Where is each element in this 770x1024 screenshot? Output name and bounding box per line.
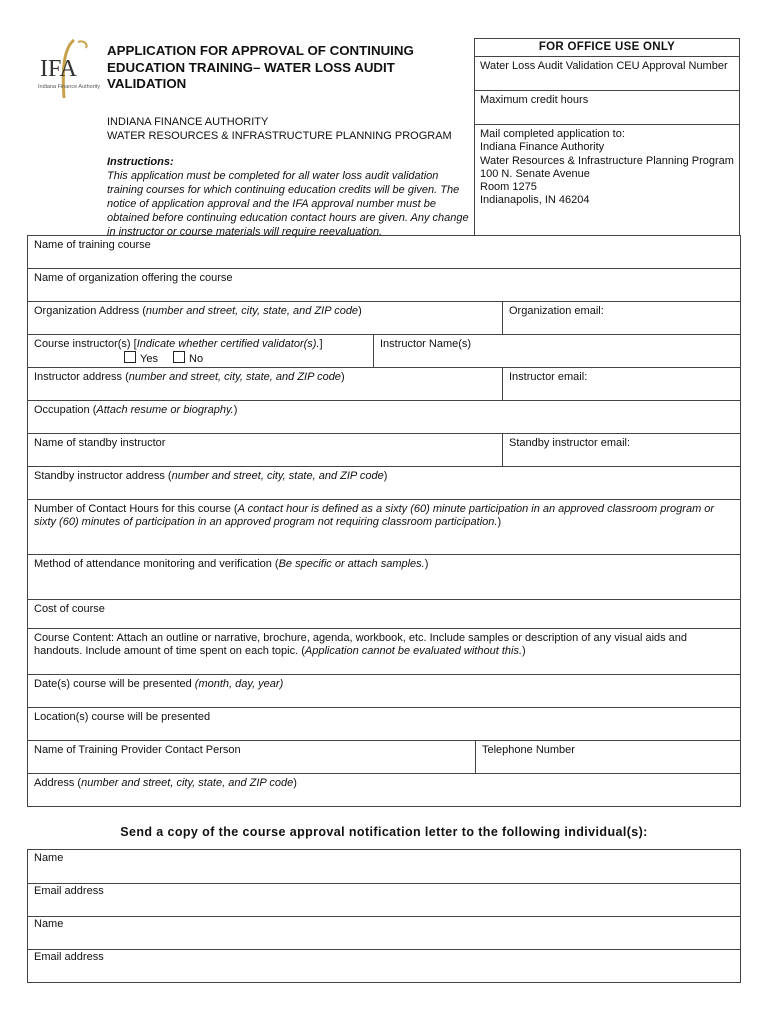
standby-name-label: Name of standby instructor <box>34 437 166 449</box>
instr-address-label: Instructor address ( <box>34 371 129 383</box>
contact-hours-row[interactable] <box>27 499 741 555</box>
standby-email-field[interactable] <box>502 434 740 466</box>
address-label: Address ( <box>34 777 82 789</box>
mail-line: Room 1275 <box>480 181 537 194</box>
instr-email-label: Instructor email: <box>509 371 588 383</box>
training-name-label: Name of training course <box>34 239 151 251</box>
content-row[interactable] <box>27 628 741 675</box>
mail-line: Water Resources & Infrastructure Planning Program <box>480 154 734 167</box>
mail-line: 100 N. Senate Avenue <box>480 167 590 180</box>
title-line-3: VALIDATION <box>107 76 187 91</box>
no-label: No <box>189 353 204 365</box>
yes-checkbox[interactable] <box>124 351 136 363</box>
ifa-logo-mark <box>34 38 100 102</box>
standby-name-field[interactable] <box>28 434 502 466</box>
yes-option[interactable] <box>124 353 158 365</box>
recipient-email-label: Email address <box>34 885 104 897</box>
standby-address-row[interactable] <box>27 466 741 500</box>
standby-address-field <box>28 467 740 499</box>
contact-hours-field <box>28 500 740 554</box>
org-address-close: ) <box>358 305 362 317</box>
telephone-label: Telephone Number <box>482 744 575 756</box>
recipient-name-label: Name <box>34 852 64 864</box>
provider-contact-field[interactable] <box>28 741 475 773</box>
attendance-field <box>28 555 740 599</box>
org-name: INDIANA FINANCE AUTHORITY <box>107 116 269 128</box>
notification-recipients <box>27 849 741 983</box>
instructor-certified-field <box>28 335 373 367</box>
org-email-label: Organization email: <box>509 305 604 317</box>
office-use-box <box>474 38 740 236</box>
locations-row[interactable] <box>27 707 741 741</box>
dates-label: Date(s) course will be presented <box>34 678 195 690</box>
occupation-row[interactable] <box>27 400 741 434</box>
mail-line: Mail completed application to: <box>480 128 625 140</box>
ifa-logo <box>34 38 100 102</box>
instructor-address-field[interactable] <box>28 368 502 400</box>
org-block <box>107 115 452 143</box>
no-checkbox[interactable] <box>173 351 185 363</box>
locations-label: Location(s) course will be presented <box>34 711 211 723</box>
office-use-header: FOR OFFICE USE ONLY <box>475 39 739 57</box>
occupation-field <box>28 401 740 433</box>
instructions-text: This application must be completed for all water loss audit validation training courses for which continuing education credits will be given. The notice of application approval and the IFA approval number must be obtained before continuing education contact hours are given. Any change in instructor or course materials will require reevaluation. <box>107 170 469 238</box>
recipient-email-2-field[interactable] <box>28 949 740 982</box>
title-line-2: EDUCATION TRAINING– WATER LOSS AUDIT <box>107 59 395 75</box>
attendance-hint: Be specific or attach samples. <box>278 558 425 570</box>
instructor-label: Course instructor(s) [ <box>34 338 137 350</box>
instructor-hint: Indicate whether certified validator(s). <box>136 338 320 350</box>
standby-address-close: ) <box>383 470 388 482</box>
content-close: ) <box>522 645 526 657</box>
instructions <box>107 155 469 239</box>
instr-address-hint: number and street, city, state, and ZIP code <box>128 371 341 383</box>
instructor-email-field[interactable] <box>502 368 740 400</box>
standby-address-hint: number and street, city, state, and ZIP code <box>171 470 384 482</box>
provider-address-row[interactable] <box>27 773 741 807</box>
mail-address-block <box>475 125 739 211</box>
contact-hours-hint: A contact hour is defined as a sixty (60) minute participation in an approved classroom program or sixty (60) minutes of participation in an approved program not requiring classroom participation. <box>34 503 715 528</box>
training-name-row[interactable] <box>27 235 741 269</box>
content-hint: Application cannot be evaluated without this. <box>304 645 522 657</box>
ceu-approval-label: Water Loss Audit Validation CEU Approval Number <box>480 60 728 72</box>
recipient-name-2-field[interactable] <box>28 916 740 950</box>
cost-row[interactable] <box>27 599 741 629</box>
attendance-label: Method of attendance monitoring and verification ( <box>34 558 279 570</box>
form-title <box>107 43 467 93</box>
program-name: WATER RESOURCES & INFRASTRUCTURE PLANNING PROGRAM <box>107 130 452 142</box>
instructor-address-row <box>27 367 741 401</box>
content-field <box>28 629 740 674</box>
address-hint: number and street, city, state, and ZIP code <box>81 777 294 789</box>
occupation-hint: Attach resume or biography. <box>96 404 234 416</box>
instructor-close: ] <box>319 338 323 350</box>
dates-row[interactable] <box>27 674 741 708</box>
credit-hours-label: Maximum credit hours <box>480 94 589 106</box>
org-address-field[interactable] <box>28 302 502 334</box>
instr-address-close: ) <box>340 371 345 383</box>
logo-letters: IFA <box>40 56 77 82</box>
org-address-hint: number and street, city, state, and ZIP code <box>145 305 359 317</box>
org-address-label: Organization Address ( <box>34 305 146 317</box>
logo-caption: Indiana Finance Authority <box>38 84 100 90</box>
notification-header: Send a copy of the course approval notification letter to the following individual(s): <box>120 825 648 839</box>
address-close: ) <box>293 777 297 789</box>
instructor-names-field[interactable] <box>373 335 740 367</box>
provider-contact-label: Name of Training Provider Contact Person <box>34 744 241 756</box>
standby-row <box>27 433 741 467</box>
content-label: Course Content: Attach an outline or narrative, brochure, agenda, workbook, etc. Include samples or description of any visual aids and handouts. Include amount of time spent on each topic. ( <box>34 632 688 657</box>
dates-field <box>28 675 740 707</box>
org-name-label: Name of organization offering the course <box>34 272 233 284</box>
ceu-approval-number-field[interactable] <box>475 57 739 91</box>
instructor-names-label: Instructor Name(s) <box>380 338 472 350</box>
recipient-email-label: Email address <box>34 951 104 963</box>
instructions-label: Instructions: <box>107 156 174 168</box>
recipient-email-1-field[interactable] <box>28 883 740 917</box>
recipient-name-1-field[interactable] <box>28 850 740 884</box>
org-name-row[interactable] <box>27 268 741 302</box>
provider-address-field <box>28 774 740 806</box>
no-option[interactable] <box>173 353 203 365</box>
occupation-label: Occupation ( <box>34 404 97 416</box>
dates-hint: (month, day, year) <box>194 678 284 690</box>
standby-address-label: Standby instructor address ( <box>34 470 172 482</box>
contact-hours-label: Number of Contact Hours for this course ( <box>34 503 238 515</box>
mail-line: Indiana Finance Authority <box>480 141 605 154</box>
org-address-row <box>27 301 741 335</box>
title-line-1: APPLICATION FOR APPROVAL OF CONTINUING <box>107 43 414 58</box>
mail-line: Indianapolis, IN 46204 <box>480 194 590 207</box>
occupation-close: ) <box>233 404 238 416</box>
attendance-row[interactable] <box>27 554 741 600</box>
org-email-field[interactable] <box>502 302 740 334</box>
max-credit-hours-field[interactable] <box>475 91 739 125</box>
instructor-row <box>27 334 741 368</box>
attendance-close: ) <box>424 558 429 570</box>
yes-label: Yes <box>140 353 158 365</box>
provider-contact-row <box>27 740 741 774</box>
telephone-field[interactable] <box>475 741 740 773</box>
recipient-name-label: Name <box>34 918 64 930</box>
cost-label: Cost of course <box>34 603 105 615</box>
standby-email-label: Standby instructor email: <box>509 437 631 449</box>
contact-hours-close: ) <box>497 516 502 528</box>
